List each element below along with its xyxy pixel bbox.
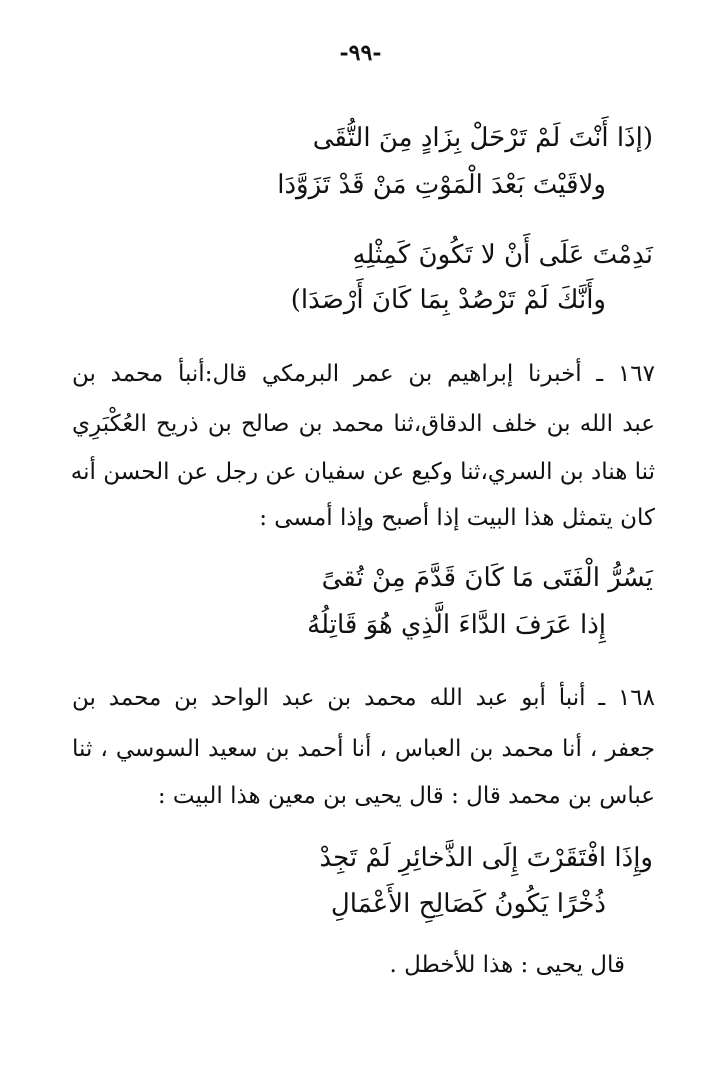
paragraph-line: عبد الله بن خلف الدقاق،ثنا محمد بن صالح بن ذريح العُكْبَرِي xyxy=(72,411,655,437)
paragraph-line: عباس بن محمد قال : قال يحيى بن معين هذا البيت : xyxy=(157,783,655,809)
paragraph-line: ثنا هناد بن السري،ثنا وكيع عن سفيان عن رجل عن الحسن أنه xyxy=(70,459,655,485)
paragraph-line: كان يتمثل هذا البيت إذا أصبح وإذا أمسى : xyxy=(259,505,655,531)
verse-line: وإِذَا افْتَقَرْتَ إِلَى الذَّخائِرِ لَمْ تَجِدْ xyxy=(319,843,653,873)
paragraph-line: ١٦٧ ـ أخبرنا إبراهيم بن عمر البرمكي قال:أنبأ محمد بن xyxy=(72,361,655,387)
verse-line: وأَنَّكَ لَمْ تَرْصُدْ بِمَا كَانَ أَرْصَدَا) xyxy=(290,285,606,315)
verse-line: ولاقَيْتَ بَعْدَ الْمَوْتِ مَنْ قَدْ تَزَوَّدَا xyxy=(277,170,606,200)
verse-line: يَسُرُّ الْفَتَى مَا كَانَ قَدَّمَ مِنْ تُقىً xyxy=(321,563,653,593)
verse-line: نَدِمْتَ عَلَى أَنْ لا تَكُونَ كَمِثْلِهِ xyxy=(352,240,653,270)
page-number: -٩٩- xyxy=(339,40,382,66)
verse-line: ذُخْرًا يَكُونُ كَصَالِحِ الأَعْمَالِ xyxy=(330,889,606,919)
verse-line: إِذا عَرَفَ الدَّاءَ الَّذِي هُوَ قَاتِلُهُ xyxy=(307,610,606,640)
paragraph-line: جعفر ، أنا محمد بن العباس ، أنا أحمد بن سعيد السوسي ، ثنا xyxy=(72,736,655,762)
verse-line: (إذَا أَنْتَ لَمْ تَرْحَلْ بِزَادٍ مِنَ التُّقَى xyxy=(312,123,653,153)
paragraph-line: ١٦٨ ـ أنبأ أبو عبد الله محمد بن عبد الواحد بن محمد بن xyxy=(72,685,655,711)
closing-note: قال يحيى : هذا للأخطل . xyxy=(389,952,625,978)
